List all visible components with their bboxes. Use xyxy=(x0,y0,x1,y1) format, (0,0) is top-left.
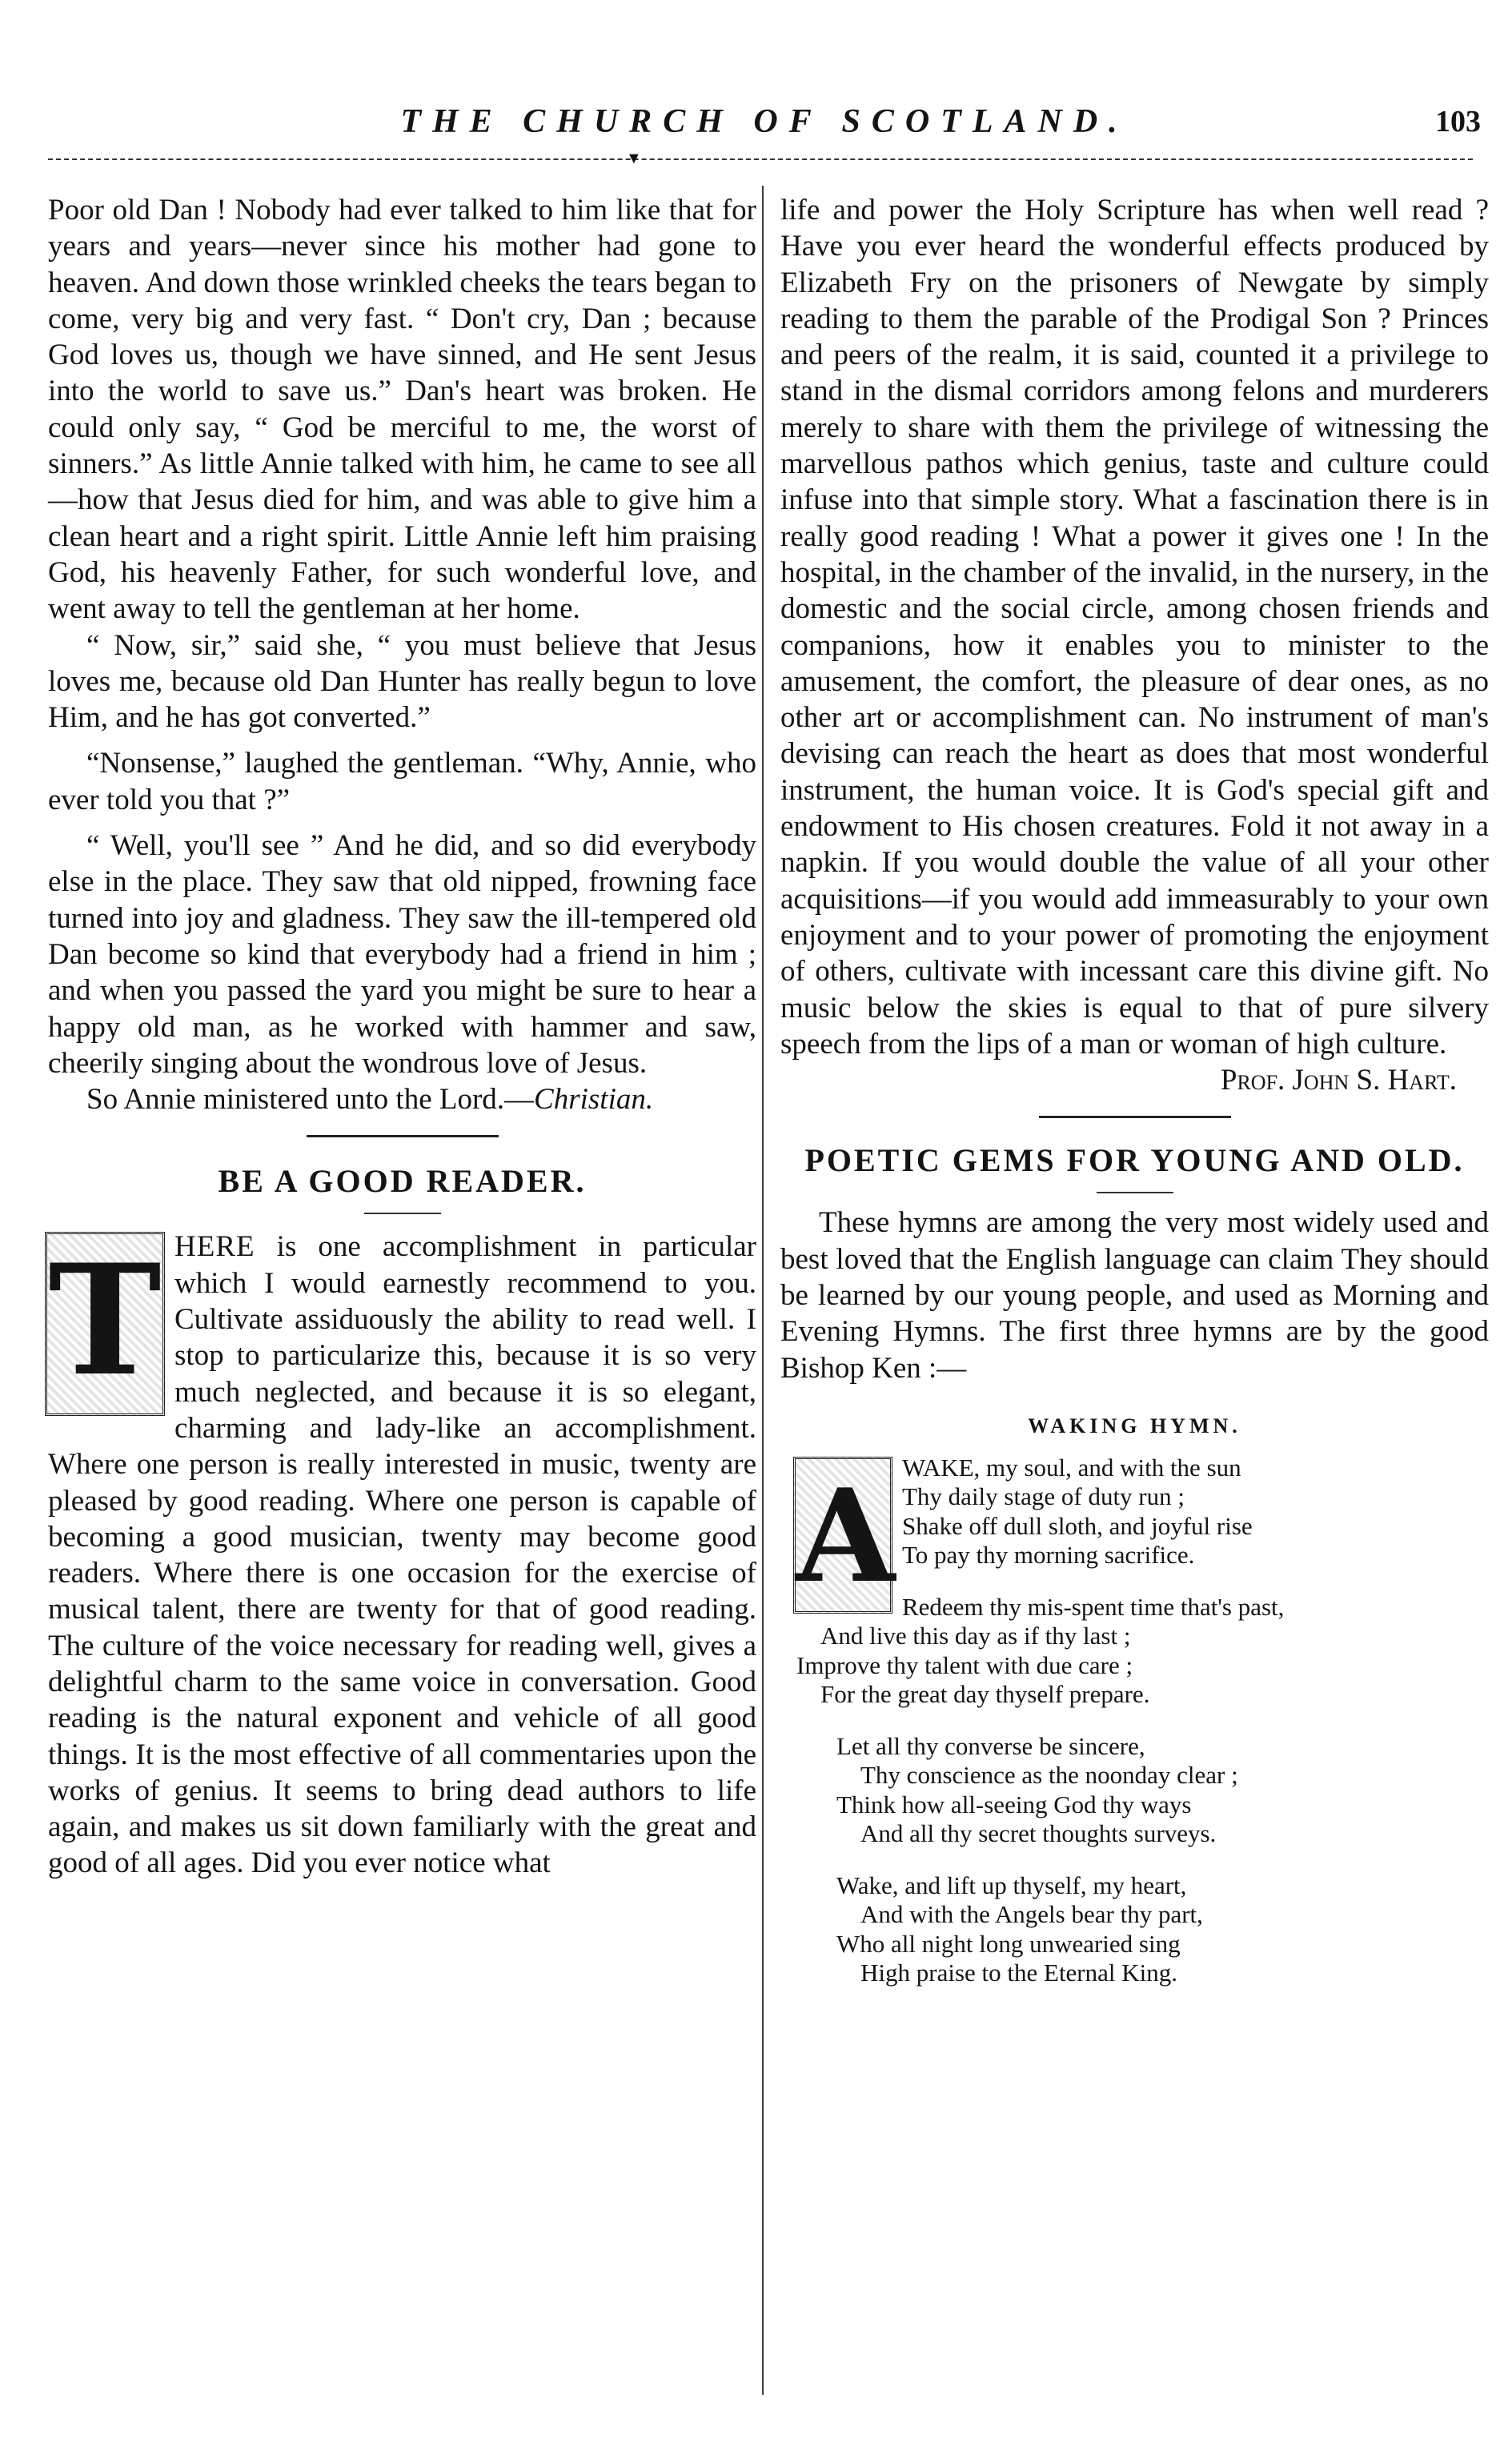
dropcap-letter: A xyxy=(796,1460,896,1611)
hymn-line: Thy daily stage of duty run ; xyxy=(902,1482,1185,1511)
running-head xyxy=(48,102,1481,150)
ornamental-initial-icon xyxy=(45,1232,165,1416)
ornamental-initial-icon xyxy=(793,1457,896,1614)
signature-line xyxy=(780,1062,1489,1098)
hymn-line: Shake off dull sloth, and joyful rise xyxy=(902,1511,1253,1540)
closing-text: So Annie ministered unto the Lord.— xyxy=(86,1083,535,1117)
section-title-reader: BE A GOOD READER. xyxy=(218,1163,587,1200)
hymn-line: Let all thy converse be sincere, xyxy=(836,1731,1145,1760)
column-divider xyxy=(762,186,764,2395)
header-rule xyxy=(48,158,1473,160)
hymn-stanza xyxy=(796,1593,1489,1710)
hymn-line: Redeem thy mis-spent time that's past, xyxy=(902,1592,1285,1621)
hymn-line: Improve thy talent with due care ; xyxy=(796,1650,1133,1679)
journal-title: THE CHURCH OF SCOTLAND. xyxy=(400,103,1129,140)
hymn-stanza xyxy=(796,1732,1489,1849)
left-column xyxy=(48,192,756,1882)
reader-text: is one accomplishment in particular which I would earnestly recommend to you. Cultivate assiduously the ability to read well. I stop to particularize this, because it is so very much neglected, and because it is so elegant, charming and lady-like an accomplishment. Where one person is really interested in music, twenty are pleased by good reading. Where one person is capable of becoming a good musician, twenty may become good readers. Where there is one occasion for the exercise of musical talent, there are twenty for that of good reading. The culture of the voice necessary for reading well, gives a delightful charm to the same voice in conversation. Good reading is the natural exponent and vehicle of all good things. It is the most effective of all commentaries upon the works of genius. It seems to bring dead authors to life again, and makes us sit down familiarly with the great and good of all ages. Did you ever notice what xyxy=(48,1230,756,1880)
hymn-stanza xyxy=(796,1454,1489,1570)
lead-caps: HERE xyxy=(174,1230,255,1264)
story-paragraph: “ Well, you'll see ” And he did, and so did everybody else in the place. They saw that old nipped, frowning face turned into joy and gladness. They saw the ill-tempered old Dan become so kind that everybody had a friend in him ; and when you passed the yard you might be sure to hear a happy old man, as he worked with hammer and saw, cheerily singing about the wondrous love of Jesus. xyxy=(48,829,756,1080)
hymn-line: To pay thy morning sacrifice. xyxy=(902,1541,1195,1570)
hymn xyxy=(780,1454,1489,1988)
hymn-line: High praise to the Eternal King. xyxy=(860,1959,1178,1987)
story-paragraph: “ Now, sir,” said she, “ you must believe that Jesus loves me, because old Dan Hunter has really begun to love Him, and he has got converted.” xyxy=(48,628,756,735)
story-closing xyxy=(48,1081,756,1117)
ornament-icon: ▼ xyxy=(626,150,642,167)
hymn-line: Wake, and lift up thyself, my heart, xyxy=(836,1871,1187,1899)
page-number: 103 xyxy=(1435,105,1481,138)
section-title-poetic: POETIC GEMS FOR YOUNG AND OLD. xyxy=(804,1142,1465,1179)
reader-continuation: life and power the Holy Scripture has when well read ? Have you ever heard the wonderful effects produced by Elizabeth Fry on the prisoners of Newgate by simply reading to them the parable of the Prodigal Son ? Princes and peers of the realm, it is said, counted it a privilege to stand in the dismal corridors among felons and murderers merely to share with them the privilege of witnessing the marvellous pathos which genius, taste and culture could infuse into that simple story. What a fascination there is in really good reading ! What a power it gives one ! In the hospital, in the chamber of the invalid, in the nursery, in the domestic and the social circle, among chosen friends and companions, how it enables you to minister to the amusement, the comfort, the pleasure of dear ones, as no other art or accomplishment can. No instrument of man's devising can reach the heart as does that most wonderful instrument, the human voice. It is God's special gift and endowment to His chosen creatures. Fold it not away in a napkin. If you would double the value of all your other acquisitions—if you would add immeasurably to your own enjoyment and to your power of promoting the enjoyment of others, cultivate with incessant care this divine gift. No music below the skies is equal to that of pure silvery speech from the lips of a man or woman of high culture. xyxy=(780,194,1489,1061)
hymn-stanza xyxy=(796,1871,1489,1988)
story-paragraph: Poor old Dan ! Nobody had ever talked to him like that for years and years—never since his mother had gone to heaven. And down those wrinkled cheeks the tears began to come, very big and very fast. “ Don't cry, Dan ; because God loves us, though we have sinned, and He sent Jesus into the world to save us.” Dan's heart was broken. He could only say, “ God be merciful to me, the worst of sinners.” As little Annie talked with him, he came to see all—how that Jesus died for him, and was able to give him a clean heart and a right spirit. Little Annie left him praising God, his heavenly Father, for such wonderful love, and went away to tell the gentleman at her home. xyxy=(48,194,756,626)
closing-source: Christian. xyxy=(534,1083,654,1117)
hymn-line: WAKE, my soul, and with the sun xyxy=(902,1453,1241,1482)
hymn-line: Who all night long unwearied sing xyxy=(836,1929,1181,1958)
story-paragraph: “Nonsense,” laughed the gentleman. “Why, Annie, who ever told you that ?” xyxy=(48,747,756,816)
hymn-line: And all thy secret thoughts surveys. xyxy=(860,1819,1217,1848)
hymn-line: Think how all-seeing God thy ways xyxy=(836,1790,1192,1818)
hymn-line: And live this day as if thy last ; xyxy=(820,1622,1131,1650)
dropcap-letter: T xyxy=(48,1231,162,1410)
poetic-intro: These hymns are among the very most widely used and best loved that the English language can claim They should be learned by our young people, and used as Morning and Evening Hymns. The first three hymns are by the good Bishop Ken :— xyxy=(780,1206,1489,1385)
hymn-line: Thy conscience as the noonday clear ; xyxy=(860,1761,1238,1790)
author-signature: Prof. John S. Hart. xyxy=(1220,1064,1457,1097)
hymn-line: For the great day thyself prepare. xyxy=(820,1680,1150,1709)
reader-article xyxy=(48,1229,756,1881)
hymn-line: And with the Angels bear thy part, xyxy=(860,1900,1203,1929)
right-column xyxy=(780,192,1489,1988)
hymn-title: WAKING HYMN. xyxy=(1028,1413,1241,1438)
